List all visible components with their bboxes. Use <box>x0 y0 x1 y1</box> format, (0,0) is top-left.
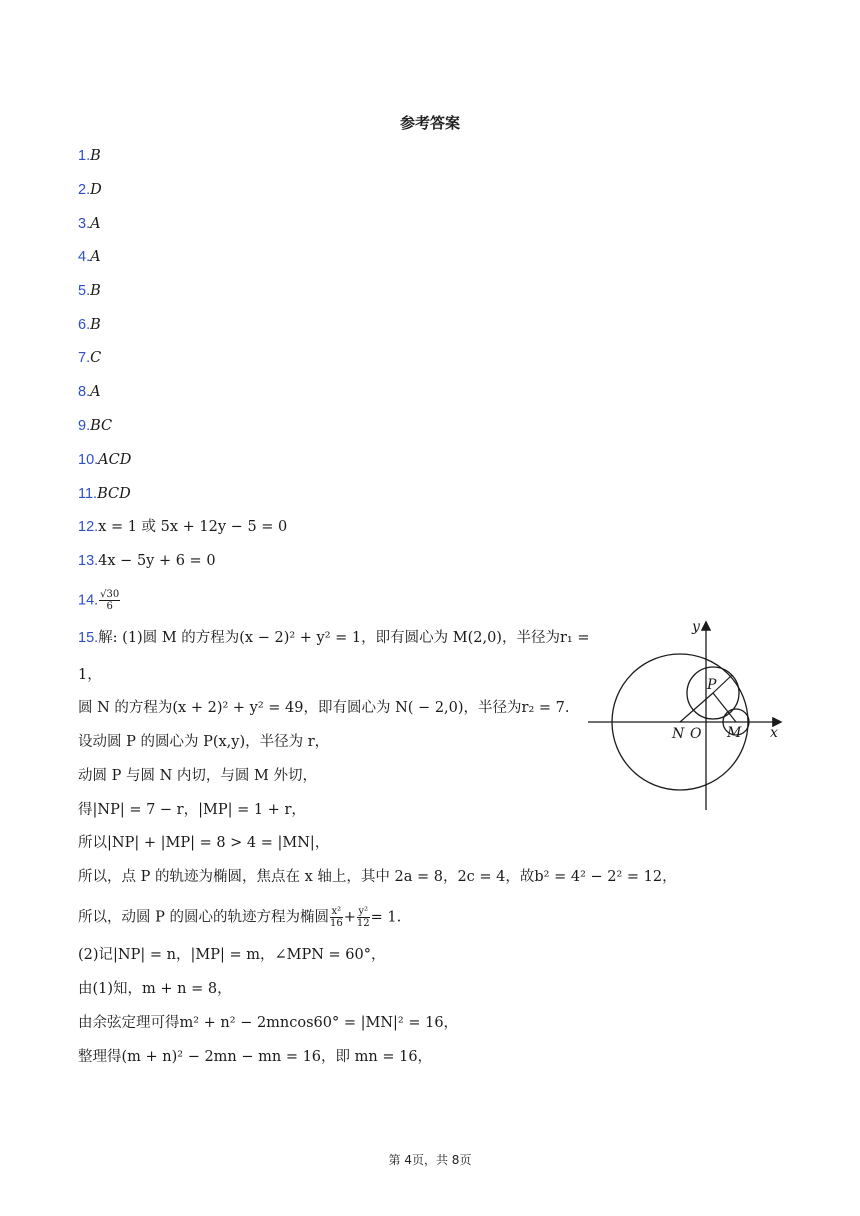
q15-line-6: 得|NP| = 7 − r，|MP| = 1 + r， <box>78 802 306 818</box>
segment-pm <box>713 693 736 722</box>
segment-np <box>680 693 713 722</box>
point-n-label: N <box>672 726 685 742</box>
answer-6: 6.B <box>78 317 101 333</box>
q15-line-5: 动圆 P 与圆 N 内切，与圆 M 外切， <box>78 768 317 784</box>
q15-line-2: 1， <box>78 667 102 683</box>
answer-10: 10.ACD <box>78 452 132 468</box>
point-p-label: P <box>707 677 717 693</box>
q15-line-10: (2)记|NP| = n，|MP| = m，∠MPN = 60°， <box>78 947 386 963</box>
answer-3: 3.A <box>78 216 101 232</box>
answer-5: 5.B <box>78 283 101 299</box>
answer-12: 12.x = 1 或 5x + 12y − 5 = 0 <box>78 519 288 535</box>
q15-line-13: 整理得(m + n)² − 2mn − mn = 16，即 mn = 16， <box>78 1049 433 1065</box>
answer-13: 13.4x − 5y + 6 = 0 <box>78 553 216 569</box>
circle-figure <box>580 615 790 815</box>
answer-9: 9.BC <box>78 418 113 434</box>
answer-1: 1.B <box>78 148 101 164</box>
q15-line-3: 圆 N 的方程为(x + 2)² + y² = 49，即有圆心为 N( − 2,0)，半径为r₂ = 7. <box>78 700 570 716</box>
answer-14: 14. $\frac{√30}{6}$ <box>78 589 120 612</box>
answer-14-fraction: $\frac{√30}{6}$ <box>100 589 120 612</box>
point-o-label: O <box>690 726 702 742</box>
x-axis-label: x <box>770 725 778 741</box>
q15-line-12: 由余弦定理可得m² + n² − 2mncos60° = |MN|² = 16， <box>78 1015 459 1031</box>
q15-line-8: 所以，点 P 的轨迹为椭圆，焦点在 x 轴上，其中 2a = 8，2c = 4，故b² = 4² − 2² = 12， <box>78 869 677 885</box>
answer-4: 4.A <box>78 249 101 265</box>
answer-11: 11.BCD <box>78 486 131 502</box>
q15-line-11: 由(1)知，m + n = 8， <box>78 981 232 997</box>
q15-line-1: 15.解: (1)圆 M 的方程为(x − 2)² + y² = 1，即有圆心为 M(2,0)，半径为r₁ = <box>78 630 590 646</box>
q15-line-7: 所以|NP| + |MP| = 8 > 4 = |MN|， <box>78 835 330 851</box>
ellipse-y-fraction: $\frac{\text{y²}}{12}$ <box>356 906 370 929</box>
q15-line-9: 所以，动圆 P 的圆心的轨迹方程为椭圆 $\frac{\text{x²}}{16}$ + $\frac{\text{y²}}{12}$ = 1. <box>78 906 402 929</box>
q15-line-4: 设动圆 P 的圆心为 P(x,y)，半径为 r， <box>78 734 330 750</box>
y-axis-label: y <box>692 619 700 635</box>
ellipse-x-fraction: $\frac{\text{x²}}{16}$ <box>329 906 343 929</box>
point-m-label: M <box>727 725 742 741</box>
answer-2: 2.D <box>78 182 102 198</box>
page-footer: 第 4页，共 8页 <box>388 1153 472 1167</box>
answer-8: 8.A <box>78 384 101 400</box>
answer-7: 7.C <box>78 350 102 366</box>
page-title: 参考答案 <box>399 114 460 132</box>
